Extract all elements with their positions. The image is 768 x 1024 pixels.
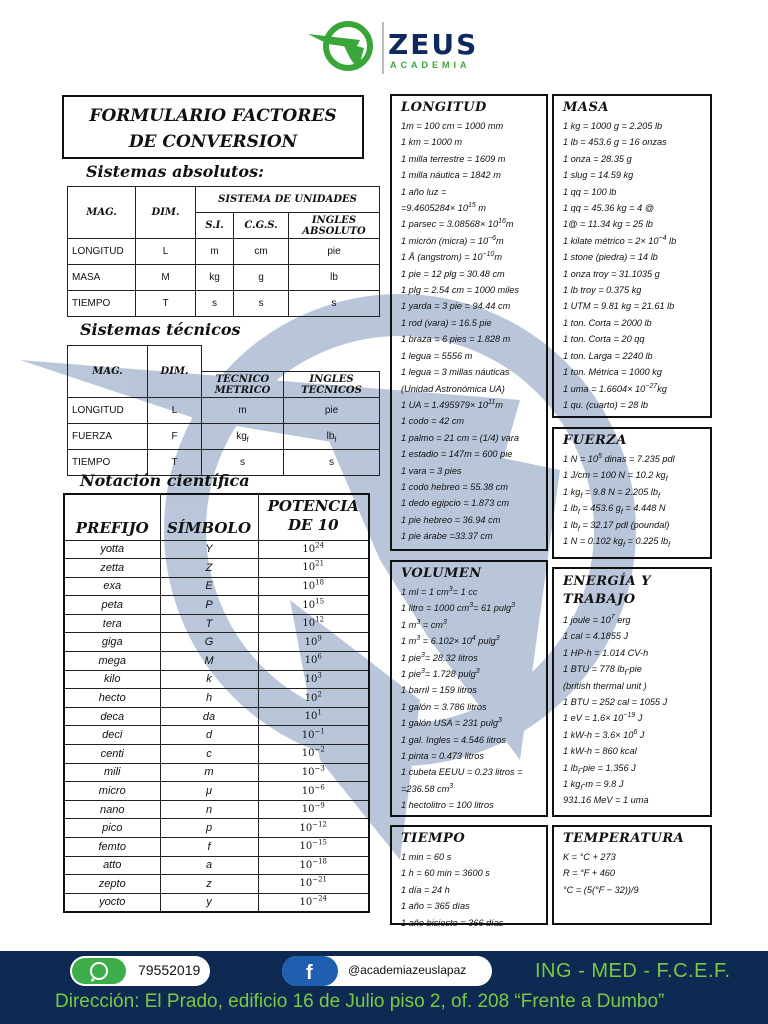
cell-symbol: f — [160, 838, 258, 857]
table-row — [64, 577, 369, 596]
cell-tecnico-metrico: $kg_f$ — [202, 424, 284, 450]
temperatura-line: K = °C + 273 — [563, 852, 616, 862]
cell-power: $10^{24}$ — [258, 540, 369, 559]
masa-line: 1 ton. Métrica = 1000 kg — [563, 367, 662, 378]
page-title — [62, 95, 364, 159]
cell-prefix: peta — [64, 596, 160, 615]
cell-power: $10^1$ — [258, 707, 369, 726]
cell-dim: T — [136, 291, 196, 317]
cell-dim: L — [148, 398, 202, 424]
col-si: S.I. — [196, 213, 234, 239]
longitud-line: 1 codo = 42 cm — [401, 416, 465, 427]
cell-symbol: Y — [160, 540, 258, 559]
cell-power: $10^{-9}$ — [258, 800, 369, 819]
temperatura-box — [552, 825, 712, 925]
energia-line: 1 cal = 4.1855 J — [563, 631, 629, 642]
longitud-line: 1 $parsec = 3.08568\times 10^{16}m$ — [401, 218, 514, 230]
fuerza-line: 1 $kg_f = 9.8$ N = 2.205 $lb_f$ — [563, 486, 660, 500]
cell-prefix: micro — [64, 782, 160, 801]
masa-line: 1 stone (piedra) = 14 lb — [563, 252, 658, 263]
table-row — [64, 689, 369, 708]
col-mag: MAG. — [68, 187, 136, 239]
longitud-line: 1 milla náutica = 1842 m — [401, 170, 501, 181]
fuerza-line: 1 $lb_f = 453.6$ $g_f = 4.448$ N — [563, 503, 666, 517]
cell-symbol: p — [160, 819, 258, 838]
title-line-2: DE CONVERSION — [128, 132, 298, 152]
col-system: SISTEMA DE UNIDADES — [196, 187, 380, 213]
table-row — [64, 763, 369, 782]
cell-power: $10^{-3}$ — [258, 763, 369, 782]
cell-power: $10^{15}$ — [258, 596, 369, 615]
cell-ingles: lb — [289, 265, 380, 291]
cell-ingles: s — [289, 291, 380, 317]
svg-text:f: f — [306, 962, 313, 984]
fuerza-line: 1 J/cm = 100 N = 10.2 $kg_f$ — [563, 470, 668, 484]
masa-line: 1 onza troy = 31.1035 g — [563, 268, 660, 279]
table-row — [64, 596, 369, 615]
masa-line: 1 lb troy = 0.375 kg — [563, 285, 642, 296]
longitud-line: 1 km = 1000 m — [401, 137, 463, 148]
table-row — [68, 424, 380, 450]
table-row — [64, 838, 369, 857]
volumen-line: 1 $m^3 = cm^3$ — [401, 618, 447, 630]
cell-ingles-tecnicos: s — [284, 450, 380, 476]
cell-symbol: m — [160, 763, 258, 782]
table-row — [64, 633, 369, 652]
cell-symbol: c — [160, 745, 258, 764]
cell-power: $10^6$ — [258, 652, 369, 671]
longitud-line: 1 UA = $1.495979\times 10^{11}m$ — [401, 398, 503, 410]
cell-prefix: deci — [64, 726, 160, 745]
cell-power: $10^9$ — [258, 633, 369, 652]
longitud-line: 1 pie hebreo = 36.94 cm — [401, 514, 501, 525]
brand-subtitle: ACADEMIA — [390, 60, 471, 70]
masa-line: 1 ton. Corta = 2000 lb — [563, 317, 652, 328]
masa-line: 1 qu. (cuarto) = 28 lb — [563, 399, 649, 410]
table-row — [64, 745, 369, 764]
cell-power: $10^{-24}$ — [258, 893, 369, 912]
table-row — [64, 614, 369, 633]
fuerza-line: 1 $N = 10^5$ dinas = 7.235 pdl — [563, 452, 675, 464]
volumen-line: 1 pinta = 0.473 litros — [401, 751, 484, 762]
cell-dim: T — [148, 450, 202, 476]
cell-mag: LONGITUD — [68, 398, 148, 424]
cell-prefix: nano — [64, 800, 160, 819]
masa-line: 1 slug = 14.59 kg — [563, 170, 634, 181]
longitud-line: 1 palmo = 21 cm = (1/4) vara — [401, 432, 519, 443]
col-power: POTENCIA DE 10 — [258, 494, 369, 540]
longitud-line: 1 estadio = 147m = 600 pie — [401, 449, 513, 460]
longitud-line: 1 legua = 5556 m — [401, 350, 473, 361]
table-row — [64, 875, 369, 894]
volumen-title: VOLUMEN — [401, 566, 482, 581]
table-row — [64, 670, 369, 689]
volumen-box — [390, 560, 548, 817]
cell-prefix: deca — [64, 707, 160, 726]
temperatura-line: °C = (5(°F − 32))/9 — [563, 884, 639, 895]
table-row — [64, 559, 369, 578]
masa-title: MASA — [563, 100, 609, 115]
tiempo-line: 1 h = 60 min = 3600 s — [401, 868, 490, 879]
table-row — [64, 782, 369, 801]
energia-line: 1 BTU = 252 cal = 1055 J — [563, 697, 668, 708]
tiempo-box — [390, 825, 548, 928]
volumen-line: 1 $m^3 = 6.102\times 10^4$ pulg$^3$ — [401, 635, 500, 647]
energia-line: 1 BTU = 778 $lb_f$-pie — [563, 664, 642, 678]
tiempo-line: 1 día = 24 h — [401, 884, 450, 895]
cell-symbol: T — [160, 614, 258, 633]
tiempo-title: TIEMPO — [401, 831, 466, 846]
careers-text: ING - MED - F.C.E.F. — [535, 960, 731, 982]
cell-prefix: mega — [64, 652, 160, 671]
cell-si: m — [196, 239, 234, 265]
volumen-line: 1 pie$^3$= 28.32 litros — [401, 651, 478, 663]
longitud-line: 1 rod (vara) = 16.5 pie — [401, 317, 492, 328]
technical-systems-heading: Sistemas técnicos — [80, 320, 241, 339]
cell-power: $10^{-12}$ — [258, 819, 369, 838]
energia-line: 1 eV = $1.6\times 10^{-19}$ J — [563, 712, 643, 724]
masa-line: 1 qq = 100 lb — [563, 186, 617, 197]
table-row — [68, 239, 380, 265]
cell-prefix: mili — [64, 763, 160, 782]
cell-power: $10^{-15}$ — [258, 838, 369, 857]
cell-dim: L — [136, 239, 196, 265]
volumen-line: =236.58 $cm^3$ — [401, 782, 454, 794]
longitud-line: 1 vara = 3 pies — [401, 465, 462, 476]
cell-symbol: n — [160, 800, 258, 819]
longitud-line: 1m = 100 cm = 1000 mm — [401, 121, 504, 131]
cell-power: $10^2$ — [258, 689, 369, 708]
masa-lines — [563, 118, 701, 413]
cell-cgs: g — [234, 265, 289, 291]
tiempo-lines — [401, 849, 537, 931]
longitud-line: 1 milla terrestre = 1609 m — [401, 153, 506, 164]
phone-number[interactable]: 79552019 — [138, 962, 201, 978]
cell-power: $10^{-2}$ — [258, 745, 369, 764]
cell-prefix: femto — [64, 838, 160, 857]
cell-ingles-tecnicos: pie — [284, 398, 380, 424]
cell-prefix: yocto — [64, 893, 160, 912]
masa-line: 1 ton. Corta = 20 qq — [563, 334, 645, 345]
cell-ingles: pie — [289, 239, 380, 265]
cell-prefix: zepto — [64, 875, 160, 894]
cell-mag: LONGITUD — [68, 239, 136, 265]
col-mag: MAG. — [68, 346, 148, 398]
cell-dim: F — [148, 424, 202, 450]
volumen-line: 1 gal. Ingles = 4.546 litros — [401, 734, 506, 745]
col-dim: DIM. — [148, 346, 202, 398]
longitud-line: 1 pie = 12 plg = 30.48 cm — [401, 268, 505, 279]
masa-line: 1 uma = $1.6604\times 10^{-27}kg$ — [563, 382, 667, 394]
cell-power: $10^{-18}$ — [258, 856, 369, 875]
longitud-line: 1 micrón (micra) = $10^{-6}m$ — [401, 234, 504, 246]
table-row — [64, 819, 369, 838]
cell-tecnico-metrico: s — [202, 450, 284, 476]
whatsapp-icon[interactable] — [72, 958, 126, 984]
longitud-line: 1 codo hebreo = 55.38 cm — [401, 481, 509, 492]
cell-symbol: k — [160, 670, 258, 689]
cell-power: $10^{-21}$ — [258, 875, 369, 894]
cell-cgs: cm — [234, 239, 289, 265]
cell-cgs: s — [234, 291, 289, 317]
cell-symbol: M — [160, 652, 258, 671]
cell-symbol: P — [160, 596, 258, 615]
brand-name: ZEUS — [388, 28, 479, 61]
masa-box — [552, 94, 712, 418]
masa-line: 1 lb = 453.6 g = 16 onzas — [563, 137, 667, 148]
fuerza-box — [552, 427, 712, 559]
table-row — [64, 856, 369, 875]
col-prefix: PREFIJO — [64, 494, 160, 540]
energia-lines — [563, 612, 701, 809]
volumen-line: 1 pie$^3$= 1.728 pulg$^3$ — [401, 667, 480, 680]
energia-line: 1 $lb_f$-pie = 1.356 J — [563, 762, 636, 776]
energia-line: 1 kW-h = 860 kcal — [563, 746, 637, 757]
scientific-notation-heading: Notación científica — [80, 471, 250, 490]
volumen-line: 1 galón USA = 231 pulg$^3$ — [401, 717, 502, 729]
tiempo-line: 1 año = 365 días — [401, 901, 470, 912]
cell-power: $10^{-6}$ — [258, 782, 369, 801]
temperatura-title: TEMPERATURA — [563, 831, 685, 846]
longitud-box — [390, 94, 548, 551]
absolute-systems-heading: Sistemas absolutos: — [86, 162, 265, 181]
col-ingles: INGLES ABSOLUTO — [289, 213, 380, 239]
prefix-table — [63, 493, 370, 913]
cell-mag: FUERZA — [68, 424, 148, 450]
col-dim: DIM. — [136, 187, 196, 239]
cell-prefix: giga — [64, 633, 160, 652]
col-cgs: C.G.S. — [234, 213, 289, 239]
cell-tecnico-metrico: m — [202, 398, 284, 424]
longitud-lines — [401, 118, 537, 545]
col-tecnico-metrico: TECNICO METRICO — [202, 372, 284, 398]
longitud-line: 1 yarda = 3 pie = 94.44 cm — [401, 301, 511, 312]
longitud-line: 1 Å (angstrom) = $10^{-10}m$ — [401, 251, 502, 263]
masa-line: 1 qq = 45.36 kg = 4 @ — [563, 203, 655, 214]
table-row — [68, 291, 380, 317]
masa-line: 1 kilate métrico = $2\times 10^{-4}$ lb — [563, 234, 677, 246]
tiempo-line: 1 año bisiesto = 366 días — [401, 917, 504, 928]
table-row — [64, 893, 369, 912]
volumen-line: 1 barril = 159 litros — [401, 685, 477, 696]
cell-prefix: kilo — [64, 670, 160, 689]
volumen-line: 1 litro = 1000 $cm^3= 61$ pulg$^3$ — [401, 602, 516, 614]
cell-si: kg — [196, 265, 234, 291]
cell-symbol: da — [160, 707, 258, 726]
longitud-line: 1 plg = 2.54 cm = 1000 miles — [401, 285, 519, 296]
longitud-line: 1 legua = 3 millas náuticas — [401, 367, 510, 378]
cell-prefix: exa — [64, 577, 160, 596]
cell-prefix: hecto — [64, 689, 160, 708]
brand-logo — [308, 18, 478, 78]
cell-dim: M — [136, 265, 196, 291]
energia-line: 1 $kg_f-m = 9.8$ J — [563, 779, 624, 792]
col-ingles-tecnicos: INGLES TECNICOS — [284, 372, 380, 398]
cell-power: $10^{21}$ — [258, 559, 369, 578]
fuerza-line: 1 N = 0.102 $kg_f = 0.225$ $lb_f$ — [563, 536, 671, 549]
table-row — [64, 652, 369, 671]
cell-power: $10^{18}$ — [258, 577, 369, 596]
temperatura-line: R = °F + 460 — [563, 868, 616, 879]
longitud-line: 1 dedo egipcio = 1.873 cm — [401, 498, 510, 509]
technical-systems-table — [67, 345, 380, 476]
energia-line: (british thermal unit ) — [563, 680, 647, 691]
longitud-title: LONGITUD — [401, 100, 487, 115]
cell-symbol: G — [160, 633, 258, 652]
table-row — [64, 707, 369, 726]
cell-power: $10^3$ — [258, 670, 369, 689]
energia-line: 1 HP-h = 1.014 CV-h — [563, 647, 649, 658]
cell-symbol: E — [160, 577, 258, 596]
energia-title: ENERGÍA Y TRABAJO — [563, 574, 652, 607]
col-symbol: SÍMBOLO — [160, 494, 258, 540]
facebook-handle[interactable]: @academiazeuslapaz — [348, 963, 467, 977]
energia-line: 931.16 MeV = 1 uma — [563, 795, 649, 806]
absolute-systems-table — [67, 186, 380, 317]
address-text: Dirección: El Prado, edificio 16 de Julio piso 2, of. 208 “Frente a Dumbo” — [55, 991, 665, 1012]
title-line-1: FORMULARIO FACTORES — [89, 106, 337, 126]
cell-power: $10^{-1}$ — [258, 726, 369, 745]
masa-line: 1 UTM = 9.81 kg = 21.61 lb — [563, 301, 675, 312]
cell-ingles-tecnicos: $lb_f$ — [284, 424, 380, 450]
masa-line: 1 onza = 28.35 g — [563, 153, 632, 164]
masa-line: 1@ = 11.34 kg = 25 lb — [563, 219, 653, 230]
volumen-line: 1 galón = 3.786 litros — [401, 701, 487, 712]
table-row — [68, 265, 380, 291]
volumen-line: 1 cubeta EEUU = 0.23 litros = — [401, 767, 523, 778]
cell-prefix: atto — [64, 856, 160, 875]
tiempo-line: 1 min = 60 s — [401, 852, 452, 862]
table-row — [64, 540, 369, 559]
cell-symbol: μ — [160, 782, 258, 801]
table-row — [68, 398, 380, 424]
energia-line: 1 $kW-h = 3.6\times 10^6$ J — [563, 728, 645, 740]
volumen-line: 1 ml = 1 $cm^3= 1$ cc — [401, 585, 478, 597]
energia-line: 1 joule = $10^7$ erg — [563, 613, 631, 625]
zeus-emblem-icon — [308, 18, 380, 78]
longitud-line: $=9.4605284\times 10^{15}$ m — [401, 201, 486, 214]
fuerza-title: FUERZA — [563, 433, 627, 448]
longitud-line: 1 braza = 6 pies = 1.828 m — [401, 334, 511, 345]
cell-symbol: Z — [160, 559, 258, 578]
table-row — [64, 726, 369, 745]
cell-symbol: a — [160, 856, 258, 875]
longitud-line: 1 año luz = — [401, 186, 447, 197]
cell-si: s — [196, 291, 234, 317]
temperatura-lines — [563, 849, 701, 898]
energia-box — [552, 567, 712, 817]
cell-symbol: z — [160, 875, 258, 894]
masa-line: 1 kg = 1000 g = 2.205 lb — [563, 121, 663, 131]
cell-prefix: tera — [64, 614, 160, 633]
cell-symbol: d — [160, 726, 258, 745]
facebook-icon[interactable] — [282, 956, 338, 986]
cell-prefix: zetta — [64, 559, 160, 578]
fuerza-line: 1 $lb_f = 32.17$ pdl (poundal) — [563, 519, 670, 533]
masa-line: 1 ton. Larga = 2240 lb — [563, 350, 653, 361]
cell-symbol: y — [160, 893, 258, 912]
fuerza-lines — [563, 451, 701, 549]
cell-mag: TIEMPO — [68, 291, 136, 317]
cell-mag: TIEMPO — [68, 450, 148, 476]
volumen-lines — [401, 584, 537, 814]
cell-power: $10^{12}$ — [258, 614, 369, 633]
cell-mag: MASA — [68, 265, 136, 291]
longitud-line: (Unidad Astronómica UA) — [401, 383, 505, 394]
cell-symbol: h — [160, 689, 258, 708]
table-row — [64, 800, 369, 819]
cell-prefix: pico — [64, 819, 160, 838]
longitud-line: 1 pie árabe =33.37 cm — [401, 531, 493, 542]
cell-prefix: yotta — [64, 540, 160, 559]
volumen-line: 1 hectolitro = 100 litros — [401, 800, 494, 811]
cell-prefix: centi — [64, 745, 160, 764]
